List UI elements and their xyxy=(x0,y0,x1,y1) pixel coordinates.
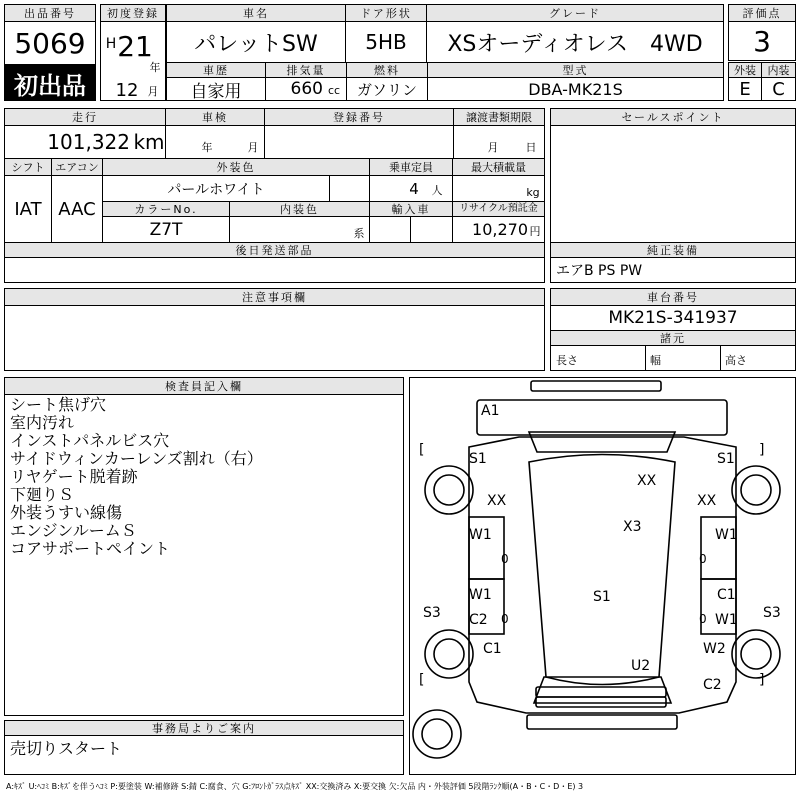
int-label: 内装 xyxy=(761,62,796,78)
sales-box xyxy=(550,125,796,243)
note-line: 室内汚れ xyxy=(10,413,75,432)
equipment-value: エアB PS PW xyxy=(556,263,643,279)
ext-label: 外装 xyxy=(728,62,762,78)
mark-w2-right: W2 xyxy=(703,641,726,657)
recycle-unit: 円 xyxy=(529,225,541,238)
lot-label: 出品番号 xyxy=(4,4,96,22)
mark-s3-right: S3 xyxy=(763,605,781,621)
ext-grade: E xyxy=(739,78,751,100)
load-label: 最大積載量 xyxy=(452,158,545,176)
bracket-left-bottom: [ xyxy=(419,672,425,688)
mark-a1: A1 xyxy=(481,403,500,419)
int-grade: C xyxy=(772,78,785,100)
color-label: 外装色 xyxy=(102,158,370,176)
plate-box xyxy=(264,125,454,159)
later-parts-box xyxy=(4,257,545,283)
mark-x3: X3 xyxy=(623,519,642,535)
door-type: 5HB xyxy=(365,30,407,54)
inspector-label: 検査員記入欄 xyxy=(4,377,404,395)
interior-unit: 系 xyxy=(353,227,365,240)
mark-0: 0 xyxy=(501,612,509,626)
score-label: 評価点 xyxy=(728,4,796,22)
model-value: DBA-MK21S xyxy=(528,79,623,99)
shift-label: シフト xyxy=(4,158,52,176)
mark-c2-left: C2 xyxy=(469,612,488,628)
capacity-value: 4 xyxy=(409,179,419,198)
mark-u2: U2 xyxy=(631,658,651,674)
mark-w1-right-front: W1 xyxy=(715,527,738,543)
inspection-year-unit: 年 xyxy=(201,141,213,154)
mark-s1-center: S1 xyxy=(593,589,611,605)
mark-c1-right: C1 xyxy=(717,587,736,603)
interior-box xyxy=(229,216,370,243)
interior-label: 内装色 xyxy=(229,201,370,217)
grade-label: グレード xyxy=(426,4,724,22)
load-unit: kg xyxy=(526,185,540,199)
note-line: インストパネルビス穴 xyxy=(10,431,170,450)
dims-length: 長さ xyxy=(556,354,578,367)
recycle-value: 10,270 xyxy=(472,220,528,239)
fuel-label: 燃料 xyxy=(346,62,428,78)
reg-month: 12 xyxy=(115,79,139,101)
legend: A:ｷｽﾞ U:ﾍｺﾐ B:ｷｽﾞを伴うﾍｺﾐ P:要塗装 W:補修跡 S:錆 C:腐食、穴 G:ﾌﾛﾝﾄｶﾞﾗｽ点ｷｽﾞ XX:交換済み X:要交換 欠:欠品 内・外装評価 5段階ﾗﾝｸ順(A・B・C・D・E) 3 xyxy=(6,781,584,791)
later-parts-label: 後日発送部品 xyxy=(4,242,545,258)
mark-s1-left: S1 xyxy=(469,451,487,467)
office-label: 事務局よりご案内 xyxy=(4,720,404,736)
car-name-label: 車名 xyxy=(166,4,346,22)
inspection-month-unit: 月 xyxy=(247,141,259,154)
disp-unit: cc xyxy=(327,83,341,97)
reg-label: 初度登録 xyxy=(100,4,166,22)
mark-w1-left-rear: W1 xyxy=(469,587,492,603)
mark-xx-roof: XX xyxy=(637,473,657,489)
note-line: シート焦げ穴 xyxy=(10,395,107,414)
reg-month-unit: 月 xyxy=(147,85,159,98)
dims-height: 高さ xyxy=(725,354,747,367)
history-value: 自家用 xyxy=(190,81,242,102)
plate-label: 登録番号 xyxy=(264,108,454,126)
note-line: 下廻りＳ xyxy=(10,485,75,504)
colorno-value: Z7T xyxy=(149,219,183,240)
car-diagram xyxy=(409,377,796,775)
transfer-label: 譲渡書類期限 xyxy=(453,108,545,126)
disp-label: 排気量 xyxy=(265,62,347,78)
import-label: 輸入車 xyxy=(369,201,453,217)
recycle-label: リサイクル預託金 xyxy=(452,201,545,217)
office-value: 売切りスタート xyxy=(10,738,123,758)
color-value: パールホワイト xyxy=(167,181,265,198)
color-swatch xyxy=(329,175,370,202)
first-listing-badge: 初出品 xyxy=(4,65,96,101)
fuel-value: ガソリン xyxy=(356,80,417,99)
reg-era: H xyxy=(105,36,117,52)
disp-value: 660 xyxy=(290,79,323,99)
mark-s3-left: S3 xyxy=(423,605,441,621)
transfer-day-unit: 日 xyxy=(525,141,537,154)
mark-c1-left: C1 xyxy=(483,641,502,657)
import-box-2 xyxy=(410,216,453,243)
note-line: リヤゲート脱着跡 xyxy=(10,467,138,486)
caution-label: 注意事項欄 xyxy=(4,288,545,306)
chassis-label: 車台番号 xyxy=(550,288,796,306)
note-line: サイドウィンカーレンズ割れ（右） xyxy=(10,449,263,468)
note-line: 外装うすい線傷 xyxy=(10,503,123,522)
note-line: コアサポートペイント xyxy=(10,539,171,558)
equipment-label: 純正装備 xyxy=(550,242,796,258)
grade: XSオーディオレス 4WD xyxy=(447,31,703,57)
mileage-value: 101,322 xyxy=(47,130,130,154)
inspection-label: 車検 xyxy=(165,108,265,126)
mark-s1-right: S1 xyxy=(717,451,735,467)
lot-number: 5069 xyxy=(14,26,86,60)
mark-0: 0 xyxy=(501,552,509,566)
inspector-notes xyxy=(10,396,400,558)
mileage-unit: km xyxy=(133,130,165,154)
reg-year: 21 xyxy=(117,29,153,63)
history-label: 車歴 xyxy=(166,62,266,78)
mark-c2-right: C2 xyxy=(703,677,722,693)
score: 3 xyxy=(753,24,771,58)
dims-label: 諸元 xyxy=(550,330,796,346)
bracket-left-top: [ xyxy=(419,442,425,458)
caution-box xyxy=(4,305,545,371)
reg-year-unit: 年 xyxy=(149,61,161,74)
transfer-month-unit: 月 xyxy=(487,141,499,154)
sales-label: セールスポイント xyxy=(550,108,796,126)
bracket-right-top: ] xyxy=(759,442,765,458)
note-line: エンジンルームＳ xyxy=(10,521,137,540)
mark-w1-right-rear: W1 xyxy=(715,612,738,628)
mark-w1-left-front: W1 xyxy=(469,527,492,543)
mark-xx-left: XX xyxy=(487,493,507,509)
ac-value: AAC xyxy=(58,198,96,220)
mark-xx-right: XX xyxy=(697,493,717,509)
capacity-unit: 人 xyxy=(431,184,443,197)
mark-0: 0 xyxy=(699,612,707,626)
colorno-label: カラーNo. xyxy=(102,201,230,217)
ac-label: エアコン xyxy=(51,158,103,176)
car-name: パレットSW xyxy=(194,31,318,57)
model-label: 型式 xyxy=(427,62,724,78)
chassis-value: MK21S-341937 xyxy=(608,308,738,328)
mark-0: 0 xyxy=(699,552,707,566)
shift-value: IAT xyxy=(14,198,42,220)
bracket-right-bottom: ] xyxy=(759,672,765,688)
capacity-label: 乗車定員 xyxy=(369,158,453,176)
dims-width: 幅 xyxy=(650,354,661,367)
mileage-label: 走行 xyxy=(4,108,166,126)
door-label: ドア形状 xyxy=(345,4,427,22)
import-box xyxy=(369,216,411,243)
